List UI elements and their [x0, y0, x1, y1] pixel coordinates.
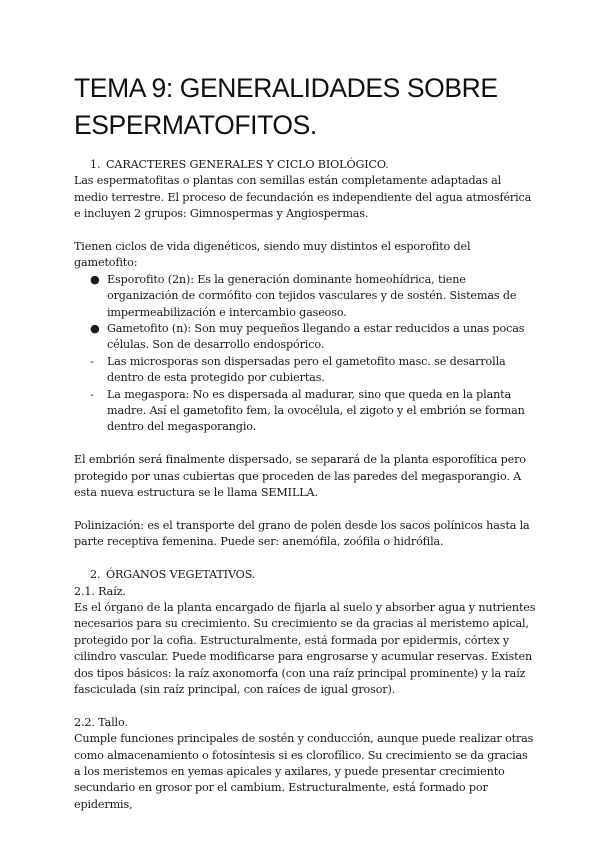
dash-marker: - — [90, 354, 94, 368]
section-1-number: 1. — [90, 158, 101, 171]
list-item — [74, 387, 536, 436]
bullet-marker: ● — [90, 272, 100, 286]
life-cycle-list — [74, 272, 536, 436]
section-1-title: CARACTERES GENERALES Y CICLO BIOLÓGICO. — [106, 158, 389, 171]
list-item — [74, 354, 536, 387]
cycles-intro: Tienen ciclos de vida digenéticos, siendo muy distintos el esporofito del gametofito: — [74, 240, 471, 270]
section-1-heading — [74, 157, 536, 173]
section-2-title: ÓRGANOS VEGETATIVOS. — [106, 568, 256, 582]
list-item — [74, 321, 536, 354]
section-2-number: 2. — [90, 568, 101, 582]
dash-marker: - — [90, 387, 94, 401]
section-1-intro: Las espermatofitas o plantas con semillas están completamente adaptadas al medio terrestre. El proceso de fecundación es independiente del agua atmosférica e incluyen 2 grupos: Gimnospermas y Angiospermas. — [74, 174, 532, 221]
section-2-heading — [74, 567, 536, 583]
embryo-paragraph: El embrión será finalmente dispersado, se separará de la planta esporofítica pero protegido por unas cubiertas que proceden de las paredes del megasporangio. A esta nueva estructura se le llama SEMILLA. — [74, 453, 526, 500]
stem-paragraph: Cumple funciones principales de sostén y conducción, aunque puede realizar otras como almacenamiento o fotosíntesis si es clorofílico. Su crecimiento se da gracias a los meristemos en yemas apicales y axilares, y puede presentar crecimiento secundario en grosor por el cambium. Estructuralmente, está formado por epidermis, — [74, 732, 534, 811]
list-item-text: Esporofito (2n): Es la generación dominante homeohídrica, tiene organización de cormófito con tejidos vasculares y de sostén. Sistemas de impermeabilización e intercambio gaseoso. — [107, 272, 517, 319]
root-paragraph: Es el órgano de la planta encargado de fijarla al suelo y absorber agua y nutrientes necesarios para su crecimiento. Su crecimiento se da gracias al meristemo apical, protegido por la cofia. Estructuralmente, está formada por epidermis, córtex y cilindro vascular. Puede modificarse para engrosarse y acumular reservas. Existen dos tipos básicos: la raíz axonomorfa (con una raíz principal prominente) y la raíz fasciculada (sin raíz principal, con raíces de igual grosor). — [74, 600, 536, 696]
list-item-text: Gametofito (n): Son muy pequeños llegando a estar reducidos a unas pocas células. Son de desarrollo endospórico. — [107, 322, 525, 352]
bullet-marker: ● — [90, 322, 100, 336]
list-item — [74, 272, 536, 321]
root-heading: 2.1. Raíz. — [74, 584, 126, 598]
document-body — [74, 157, 536, 813]
page-title: TEMA 9: GENERALIDADES SOBRE ESPERMATOFITOS. — [74, 73, 498, 140]
stem-heading: 2.2. Tallo. — [74, 715, 128, 729]
list-item-text: Las microsporas son dispersadas pero el gametofito masc. se desarrolla dentro de esta protegido por cubiertas. — [107, 354, 506, 385]
list-item-text: La megaspora: No es dispersada al madurar, sino que queda en la planta madre. Así el gametofito fem, la ovocélula, el zigoto y el embrión se forman dentro del megasporangio. — [107, 387, 525, 434]
pollination-paragraph: Polinización: es el transporte del grano de polen desde los sacos polínicos hasta la parte receptiva femenina. Puede ser: anemófila, zoófila o hidrófila. — [74, 518, 530, 549]
